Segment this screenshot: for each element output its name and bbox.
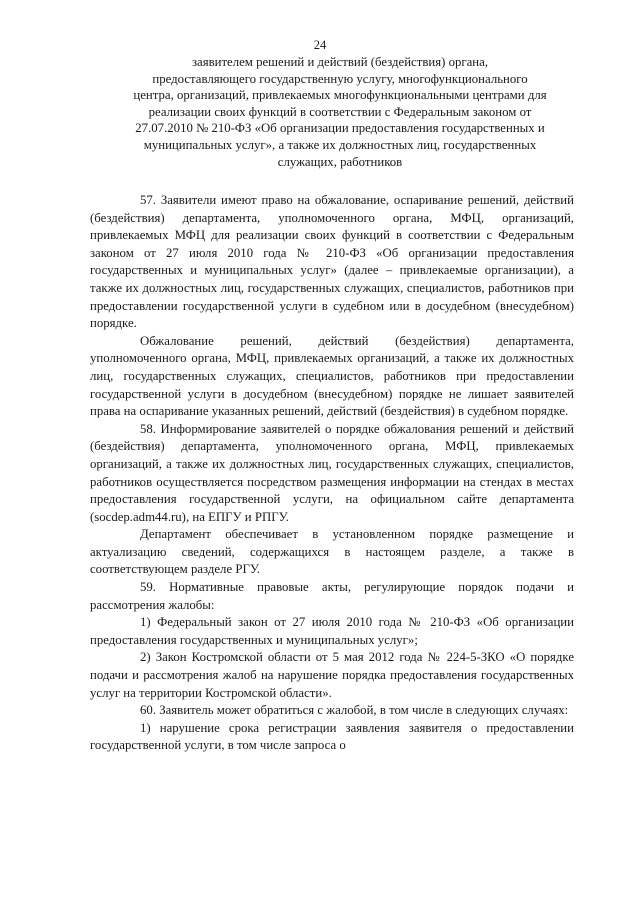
heading-line: муниципальных услуг», а также их должностных лиц, государственных [143,137,537,152]
heading-line: предоставляющего государственную услугу, многофункционального [152,71,528,86]
document-body [90,192,574,755]
paragraph-59-item-2: 2) Закон Костромской области от 5 мая 2012 года № 224-5-ЗКО «О порядке подачи и рассмотрения жалоб на нарушение порядка предоставления государственных услуг на территории Костромской области». [90,650,574,700]
paragraph-appeal: Обжалование решений, действий (бездействия) департамента, уполномоченного органа, МФЦ, привлекаемых организаций, а также их должностных лиц, государственных служащих, специалистов, работников при предоставлении государственной услуги в досудебном (внесудебном) порядке не лишает заявителей права на оспаривание указанных решений, действий (бездействия) в судебном порядке. [90,333,574,419]
paragraph-58: 58. Информирование заявителей о порядке обжалования решений и действий (бездействия) департамента, уполномоченного органа, МФЦ, привлекаемых организаций, а также их должностных лиц, государственных служащих, специалистов, работников осуществляется посредством размещения информации на стендах в местах предоставления государственной услуги, на официальном сайте департамента (socdep.adm44.ru), на ЕПГУ и РПГУ. [90,421,574,524]
paragraph-department: Департамент обеспечивает в установленном порядке размещение и актуализацию сведений, содержащихся в настоящем разделе, а также в соответствующем разделе РГУ. [90,527,574,577]
heading-line: реализации своих функций в соответствии с Федеральным законом от [148,104,532,119]
paragraph-59: 59. Нормативные правовые акты, регулирующие порядок подачи и рассмотрения жалобы: [90,580,574,612]
paragraph-57: 57. Заявители имеют право на обжалование, оспаривание решений, действий (бездействия) департамента, уполномоченного органа, МФЦ, организаций, привлекаемых МФЦ для реализации своих функций в соответствии с Федеральным законом от 27 июля 2010 года № 210-ФЗ «Об организации предоставления государственных и муниципальных услуг» (далее – привлекаемые организации), а также их должностных лиц, государственных служащих, специалистов, работников при предоставлении государственной услуги в судебном или в досудебном (внесудебном) порядке. [90,193,574,331]
paragraph-60-item-1: 1) нарушение срока регистрации заявления заявителя о предоставлении государственной услуги, в том числе запроса о [90,720,574,753]
heading-line: заявителем решений и действий (бездействия) органа, [191,55,489,69]
paragraph-60: 60. Заявитель может обратиться с жалобой, в том числе в следующих случаях: [140,703,569,718]
section-heading [100,54,580,170]
heading-line: 27.07.2010 № 210-ФЗ «Об организации предоставления государственных и [135,121,545,136]
paragraph-59-item-1: 1) Федеральный закон от 27 июля 2010 года № 210-ФЗ «Об организации предоставления государственных и муниципальных услуг»; [90,615,574,647]
heading-line: центра, организаций, привлекаемых многофункциональными центрами для [133,88,547,103]
page-number: 24 [313,38,327,52]
heading-line: служащих, работников [277,154,403,169]
